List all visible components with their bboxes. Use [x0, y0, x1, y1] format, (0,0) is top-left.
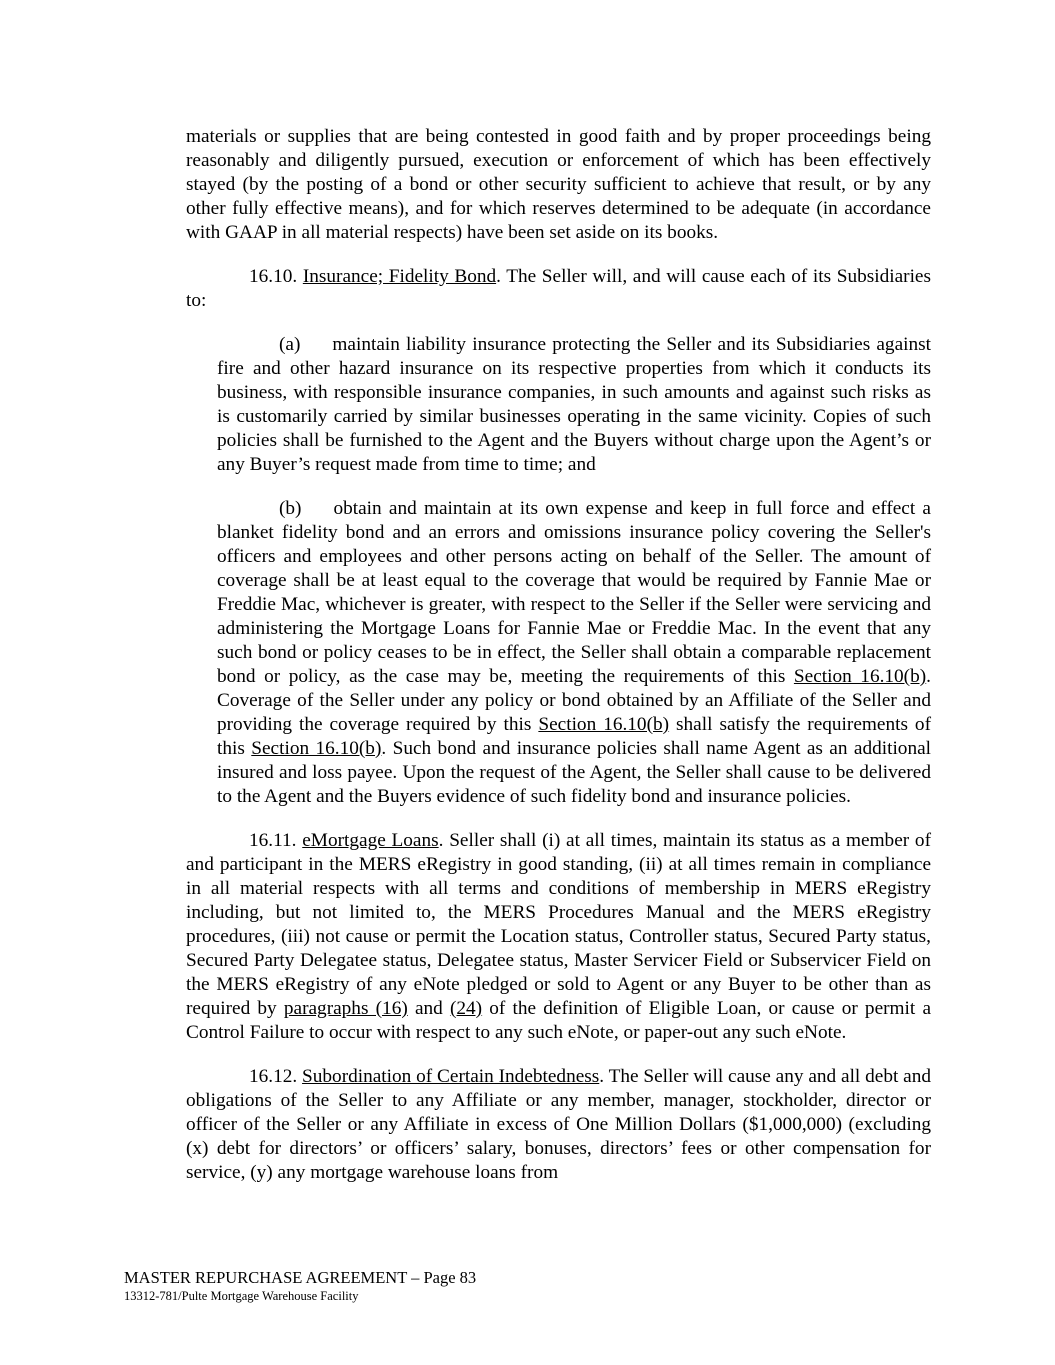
item-text: . Coverage of the Seller under any policy or bond obtained by an Affiliate of the Seller and providing the coverage required by this	[217, 666, 931, 735]
intro-paragraph	[186, 125, 931, 245]
section-number: 16.12.	[249, 1066, 298, 1087]
item-text: maintain liability insurance protecting the Seller and its Subsidiaries against fire and other hazard insurance on its respective properties from which it conducts its business, with responsible insurance companies, in such amounts and against such risks as is customarily carried by similar businesses operating in the same vicinity. Copies of such policies shall be furnished to the Agent and the Buyers without charge upon the Agent’s or any Buyer’s request made from time to time; and	[217, 334, 931, 475]
section-text: of the definition of Eligible Loan, or cause or permit a Control Failure to occur with respect to any such eNote, or paper-out any such eNote.	[186, 998, 931, 1043]
section-heading: eMortgage Loans	[302, 830, 439, 851]
page-footer	[124, 1268, 476, 1304]
item-text: . Such bond and insurance policies shall name Agent as an additional insured and loss payee. Upon the request of the Agent, the Seller shall cause to be delivered to the Agent and the Buyers evidence of such fidelity bond and insurance policies.	[217, 738, 931, 807]
paragraph-reference: (24)	[449, 998, 483, 1019]
intro-text: materials or supplies that are being contested in good faith and by proper proceedings being reasonably and diligently pursued, execution or enforcement of which has been effectively stayed (by the posting of a bond or other security sufficient to achieve that result, or by any other fully effective means), and for which reserves determined to be adequate (in accordance with GAAP in all material respects) have been set aside on its books.	[186, 126, 931, 243]
section-reference: Section 16.10(b)	[538, 714, 670, 735]
section-16-10-item-b	[217, 497, 931, 809]
section-heading: Subordination of Certain Indebtedness	[302, 1066, 600, 1087]
item-label: (a)	[279, 334, 301, 355]
section-heading: Insurance; Fidelity Bond	[302, 266, 497, 287]
section-16-11-paragraph	[186, 829, 931, 1045]
section-16-12-paragraph	[186, 1065, 931, 1185]
section-16-10-item-a	[217, 333, 931, 477]
item-text: obtain and maintain at its own expense and keep in full force and effect a blanket fidelity bond and an errors and omissions insurance policy covering the Seller's officers and employees and other persons acting on behalf of the Seller. The amount of coverage shall be at least equal to the coverage that would be required by Fannie Mae or Freddie Mac, whichever is greater, with respect to the Seller if the Seller were servicing and administering the Mortgage Loans for Fannie Mae or Freddie Mac. In the event that any such bond or policy ceases to be in effect, the Seller shall obtain a comparable replacement bond or policy, as the case may be, meeting the requirements of this	[217, 498, 931, 687]
paragraph-reference: paragraphs (16)	[283, 998, 408, 1019]
section-lead-text: . The Seller will, and will cause each of its Subsidiaries to:	[186, 266, 931, 311]
section-number: 16.11.	[249, 830, 297, 851]
footer-title: MASTER REPURCHASE AGREEMENT – Page 83	[124, 1268, 477, 1287]
footer-doc-id: 13312-781/Pulte Mortgage Warehouse Facility	[124, 1289, 359, 1303]
section-number: 16.10.	[249, 266, 298, 287]
section-text: and	[407, 998, 450, 1019]
section-reference: Section 16.10(b)	[251, 738, 382, 759]
document-body	[186, 125, 931, 1185]
section-reference: Section 16.10(b)	[793, 666, 927, 687]
item-text: shall satisfy the requirements of this	[217, 714, 931, 759]
item-label: (b)	[279, 498, 302, 519]
section-16-10-paragraph	[186, 265, 931, 313]
section-text: . The Seller will cause any and all debt and obligations of the Seller to any Affiliate or any member, manager, stockholder, director or officer of the Seller or any Affiliate in excess of One Million Dollars ($1,000,000) (excluding (x) debt for directors’ or officers’ salary, bonuses, directors’ fees or other compensation for service, (y) any mortgage warehouse loans from	[186, 1066, 931, 1183]
section-text: . Seller shall (i) at all times, maintain its status as a member of and participant in the MERS eRegistry in good standing, (ii) at all times remain in compliance in all material respects with all terms and conditions of membership in MERS eRegistry including, but not limited to, the MERS Procedures Manual and the MERS eRegistry procedures, (iii) not cause or permit the Location status, Controller status, Secured Party status, Secured Party Delegatee status, Delegatee status, Master Servicer Field or Subservicer Field on the MERS eRegistry of any eNote pledged or sold to Agent or any Buyer to be other than as required by	[186, 830, 931, 1019]
